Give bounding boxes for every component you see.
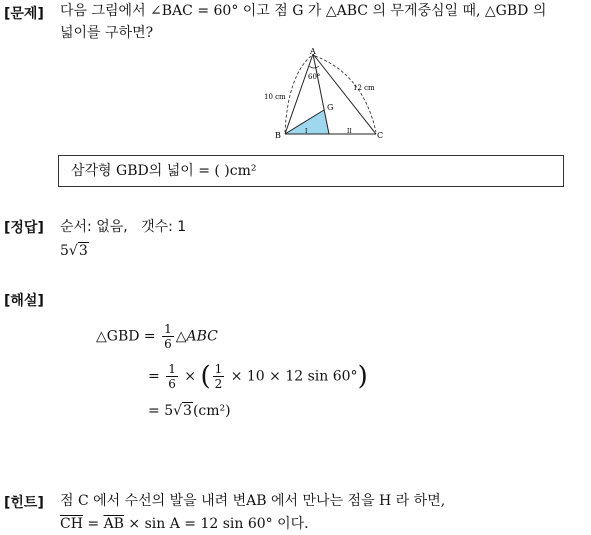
vertex-b-label: B <box>275 131 281 140</box>
vertex-a-label: A <box>310 47 316 56</box>
problem-text-line2: 넓이를 구하면? <box>60 25 154 41</box>
answer-value <box>60 240 89 262</box>
right-paren: ) <box>357 361 368 392</box>
tick-mark-dc: II <box>347 128 352 135</box>
answer-input-box[interactable] <box>58 155 564 187</box>
problem-label: [문제] <box>4 6 44 22</box>
problem-text-line1: 다음 그림에서 ∠BAC = 60° 이고 점 G 가 △ABC 의 무게중심일 때, △GBD 의 <box>60 3 547 19</box>
solution-l1-lhs: △GBD <box>96 328 140 345</box>
solution-l3-coef: 5 <box>164 403 174 419</box>
side-ab-length: 10 cm <box>264 93 286 101</box>
l2-inner-numerator: 1 <box>214 362 223 376</box>
answer-meta: 순서: 없음, 갯수: 1 <box>60 219 187 235</box>
solution-l2-fraction <box>166 362 178 391</box>
solution-l1-fraction <box>162 322 174 351</box>
answer-radicand: 3 <box>78 243 88 259</box>
l1-numerator: 1 <box>164 322 172 336</box>
l2-inner-denominator: 2 <box>214 377 223 391</box>
solution-l2-eq: = <box>148 368 160 385</box>
solution-l1-rhs: △ABC <box>175 328 218 345</box>
vertex-c-label: C <box>377 131 384 140</box>
hint-segment-ab: $\overline{AB}$ <box>103 516 124 532</box>
triangle-figure <box>258 46 388 144</box>
solution-label: [해설] <box>4 293 44 309</box>
solution-l2-inner-fraction <box>213 362 225 391</box>
sqrt-symbol: √3 <box>68 243 88 259</box>
hint-rest: × sin A = 12 sin 60° 이다. <box>123 516 309 532</box>
solution-l1-eq: = <box>143 328 156 345</box>
solution-l2-inner-rest: × 10 × 12 sin 60° <box>230 368 358 385</box>
solution-l3-unit: (cm²) <box>192 403 231 419</box>
solution-l3-radicand: 3 <box>183 403 192 419</box>
hint-segment-ch: $\overline{CH}$ <box>60 516 83 532</box>
l1-denominator: 6 <box>164 337 172 351</box>
answer-coef: 5 <box>60 243 69 259</box>
angle-arc-a <box>309 66 319 68</box>
solution-l3-eq: = <box>148 403 160 419</box>
sqrt-symbol: √3 <box>173 403 192 419</box>
hint-line-2 <box>60 513 309 535</box>
hint-line-1: 점 C 에서 수선의 발을 내려 변AB 에서 만나는 점을 H 라 하면, <box>60 493 446 509</box>
side-ac-length: 12 cm <box>353 84 375 92</box>
hint-eq: = <box>82 516 104 532</box>
solution-line-2 <box>148 362 368 391</box>
hint-label: [힌트] <box>4 495 44 511</box>
solution-l2-times: × <box>184 368 197 385</box>
l2-denominator: 6 <box>168 377 176 391</box>
point-g-label: G <box>327 103 334 112</box>
angle-label: 60° <box>308 73 321 81</box>
l2-numerator: 1 <box>168 362 176 376</box>
left-paren: ( <box>200 361 211 392</box>
solution-line-3 <box>148 403 231 419</box>
tick-mark-bd: I <box>305 128 308 135</box>
solution-line-1 <box>96 322 218 351</box>
answer-box-text: 삼각형 GBD의 넓이 = ( )cm² <box>71 163 257 179</box>
answer-label: [정답] <box>4 220 44 236</box>
